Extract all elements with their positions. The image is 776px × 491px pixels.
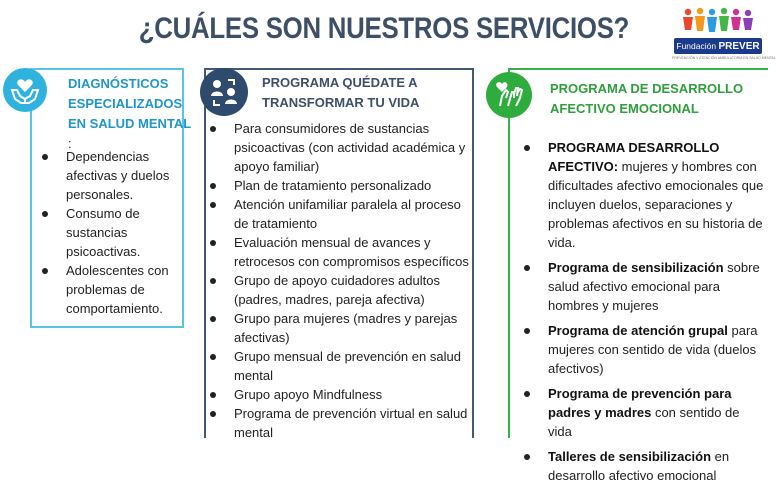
panel-3-heading [550, 79, 760, 119]
list-item: Dependencias afectivas y duelos personales. [38, 147, 178, 204]
item-text: sobre salud afectivo emocional para hombres y mujeres [548, 260, 760, 313]
item-bold: Programa de sensibilización [548, 260, 724, 275]
panel-1-heading [68, 74, 198, 154]
list-item: Programa de prevención virtual en salud mental [206, 404, 474, 442]
item-text: mujeres y hombres con dificultades afectivo emocionales que incluyen duelos, separaciones y problemas afectivos en su historia de vida. [548, 159, 764, 250]
list-item: Adolescentes con problemas de comportamiento. [38, 261, 178, 318]
item-bold: Programa de atención grupal [548, 323, 728, 338]
heading-colon: : [68, 136, 72, 151]
heading-line: PROGRAMA QUÉDATE A [262, 75, 418, 90]
list-item: Consumo de sustancias psicoactivas. [38, 204, 178, 261]
item-bold: Programa de prevención para padres y madres [548, 386, 732, 420]
people-exchange-icon [200, 68, 248, 116]
fundacion-prever-logo [672, 6, 776, 62]
people-figures-icon [680, 6, 756, 38]
list-item: Evaluación mensual de avances y retrocesos con compromisos específicos [206, 233, 474, 271]
list-item [520, 321, 764, 378]
heading-line: DIAGNÓSTICOS [68, 76, 169, 91]
panel-2-heading [262, 73, 462, 113]
list-item: Grupo mensual de prevención en salud mental [206, 347, 474, 385]
heading-line: AFECTIVO EMOCIONAL [550, 101, 699, 116]
item-text: en desarrollo afectivo emocional [548, 449, 730, 483]
caring-hands-icon [3, 68, 47, 112]
list-item: Plan de tratamiento personalizado [206, 176, 474, 195]
item-text: con sentido de vida [548, 405, 740, 439]
logo-prefix: Fundación [676, 41, 717, 51]
item-text: para mujeres con sentido de vida (duelos afectivos) [548, 323, 758, 376]
desarrollo-list [520, 138, 764, 491]
list-item [520, 138, 764, 252]
list-item: Para consumidores de sustancias psicoactivas (con actividad académica y apoyo familiar) [206, 119, 474, 176]
list-item: Grupo para mujeres (madres y parejas afectivas) [206, 309, 474, 347]
logo-banner [674, 38, 762, 54]
item-bold: PROGRAMA DESARROLLO AFECTIVO: [548, 140, 720, 174]
logo-tagline: PREVENCIÓN Y ATENCIÓN AMBULATORIA EN SALUD MENTAL [672, 56, 776, 60]
list-item: Grupo de apoyo cuidadores adultos (padres, madres, pareja afectiva) [206, 271, 474, 309]
list-item [520, 384, 764, 441]
list-item: Grupo apoyo Mindfulness [206, 385, 474, 404]
hands-heart-icon [486, 72, 532, 118]
diagnosticos-list [38, 147, 178, 318]
heading-line-text: EN SALUD MENTAL [68, 116, 192, 131]
quedate-list [206, 119, 474, 442]
list-item [520, 447, 764, 485]
heading-line: ESPECIALIZADOS [68, 96, 183, 111]
heading-line: TRANSFORMAR TU VIDA [262, 95, 420, 110]
heading-line: PROGRAMA DE DESARROLLO [550, 81, 744, 96]
page-title: ¿CUÁLES SON NUESTROS SERVICIOS? [138, 12, 630, 45]
item-bold: Talleres de sensibilización [548, 449, 712, 464]
logo-name: PREVER [718, 41, 760, 52]
list-item [520, 258, 764, 315]
list-item: Atención unifamiliar paralela al proceso de tratamiento [206, 195, 474, 233]
